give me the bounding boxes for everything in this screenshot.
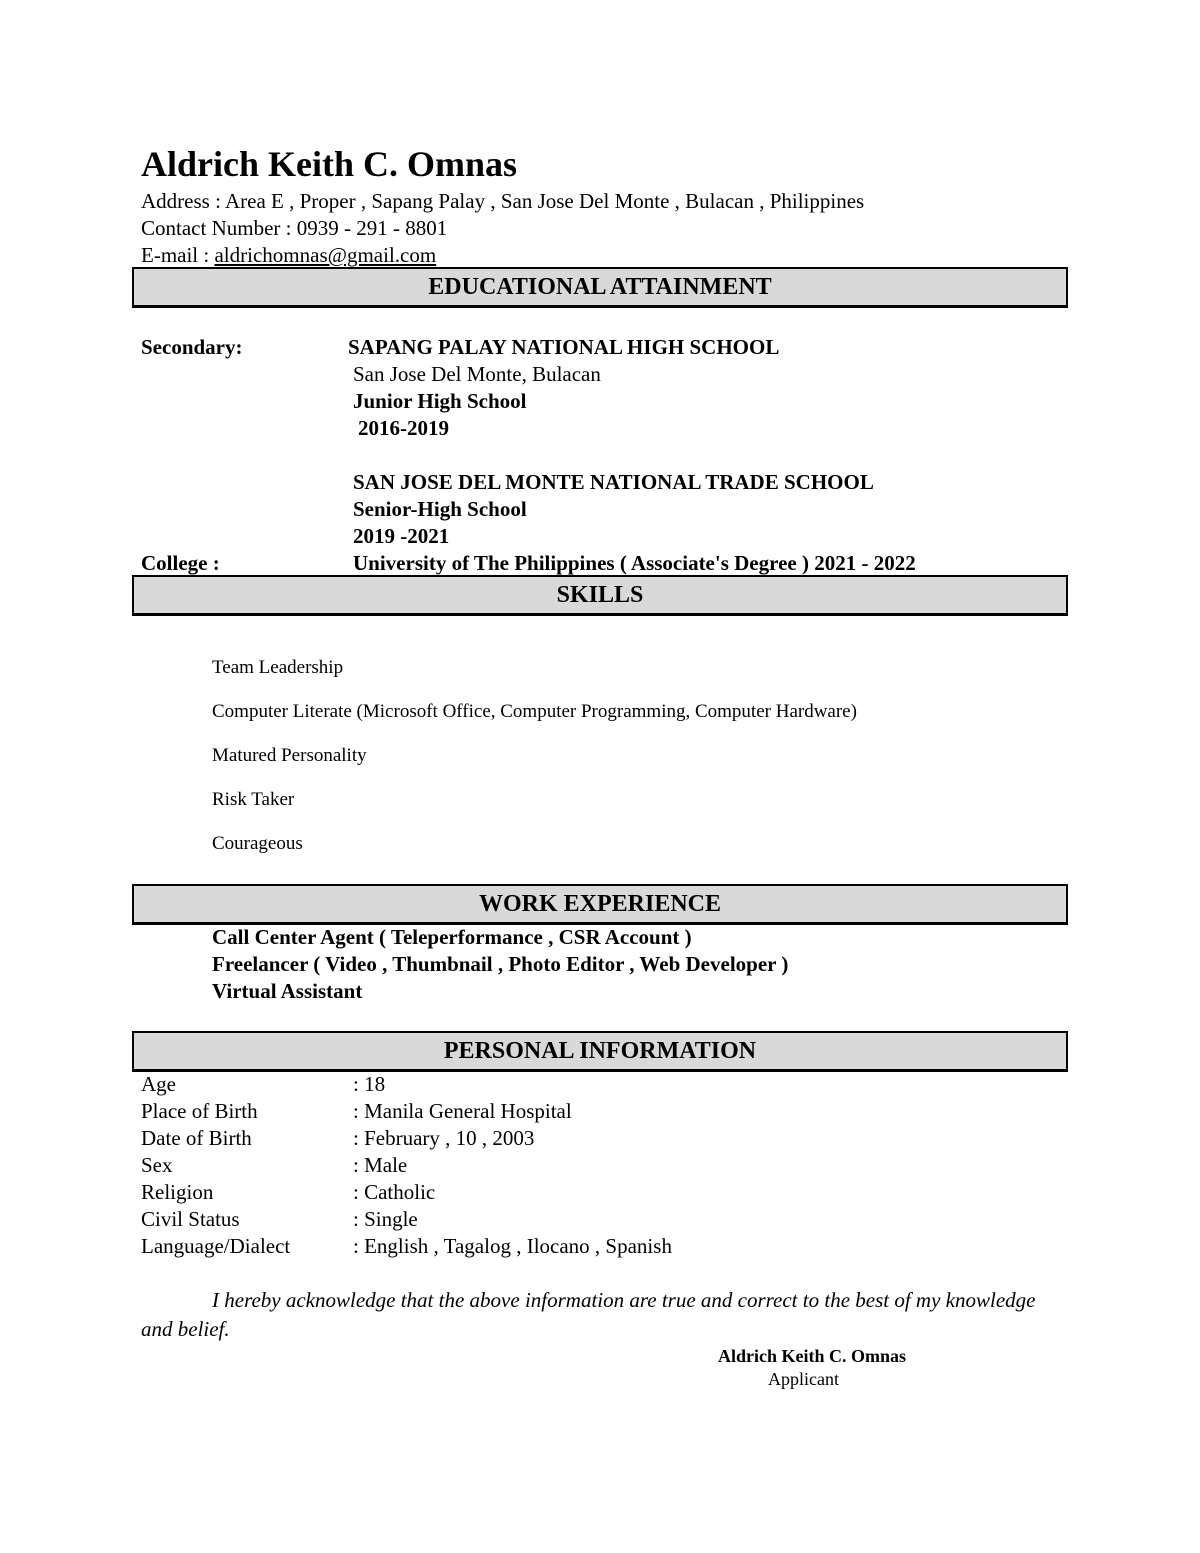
info-label-civil-status: Civil Status [141, 1207, 240, 1231]
skill-item: Computer Literate (Microsoft Office, Computer Programming, Computer Hardware) [212, 701, 857, 722]
info-value-language: : English , Tagalog , Ilocano , Spanish [353, 1234, 672, 1258]
info-label-language: Language/Dialect [141, 1234, 291, 1258]
section-header-education: EDUCATIONAL ATTAINMENT [132, 267, 1068, 308]
school-name-2: SAN JOSE DEL MONTE NATIONAL TRADE SCHOOL [353, 470, 874, 494]
applicant-name: Aldrich Keith C. Omnas [141, 144, 518, 184]
college-label: College : [141, 551, 220, 575]
info-label-date-of-birth: Date of Birth [141, 1126, 252, 1150]
info-value-place-of-birth: : Manila General Hospital [353, 1099, 572, 1123]
info-value-age: : 18 [353, 1072, 386, 1096]
skill-item: Courageous [212, 833, 303, 854]
email-line [141, 242, 436, 268]
info-value-date-of-birth: : February , 10 , 2003 [353, 1126, 535, 1150]
secondary-label: Secondary: [141, 335, 243, 359]
work-item: Call Center Agent ( Teleperformance , CSR Account ) [212, 925, 692, 949]
info-label-place-of-birth: Place of Birth [141, 1099, 258, 1123]
work-item: Virtual Assistant [212, 979, 363, 1003]
skill-item: Matured Personality [212, 745, 367, 766]
school-years-2: 2019 -2021 [353, 524, 450, 548]
declaration-text: I hereby acknowledge that the above information are true and correct to the best of my knowledge and belief. [141, 1288, 1036, 1341]
info-label-sex: Sex [141, 1153, 173, 1177]
school-location-1: San Jose Del Monte, Bulacan [353, 362, 601, 386]
skill-item: Risk Taker [212, 789, 295, 810]
college-entry: University of The Philippines ( Associate's Degree ) 2021 - 2022 [353, 551, 916, 575]
contact-number-line: Contact Number : 0939 - 291 - 8801 [141, 216, 448, 240]
info-value-sex: : Male [353, 1153, 408, 1177]
school-level-2: Senior-High School [353, 497, 527, 521]
info-value-civil-status: : Single [353, 1207, 418, 1231]
email-link[interactable]: aldrichomnas@gmail.com [214, 243, 437, 267]
info-label-religion: Religion [141, 1180, 214, 1204]
info-value-religion: : Catholic [353, 1180, 436, 1204]
school-name-1: SAPANG PALAY NATIONAL HIGH SCHOOL [348, 335, 780, 359]
section-header-work: WORK EXPERIENCE [132, 884, 1068, 925]
address-line: Address : Area E , Proper , Sapang Palay , San Jose Del Monte , Bulacan , Philippines [141, 189, 865, 213]
section-header-skills: SKILLS [132, 575, 1068, 616]
email-label: E-mail : [141, 243, 215, 267]
school-years-1: 2016-2019 [358, 416, 449, 440]
school-level-1: Junior High School [353, 389, 527, 413]
info-label-age: Age [141, 1072, 176, 1096]
signature-name: Aldrich Keith C. Omnas [718, 1346, 907, 1366]
work-item: Freelancer ( Video , Thumbnail , Photo Editor , Web Developer ) [212, 952, 789, 976]
signature-role: Applicant [768, 1369, 839, 1389]
section-header-personal: PERSONAL INFORMATION [132, 1031, 1068, 1072]
skill-item: Team Leadership [212, 657, 344, 678]
